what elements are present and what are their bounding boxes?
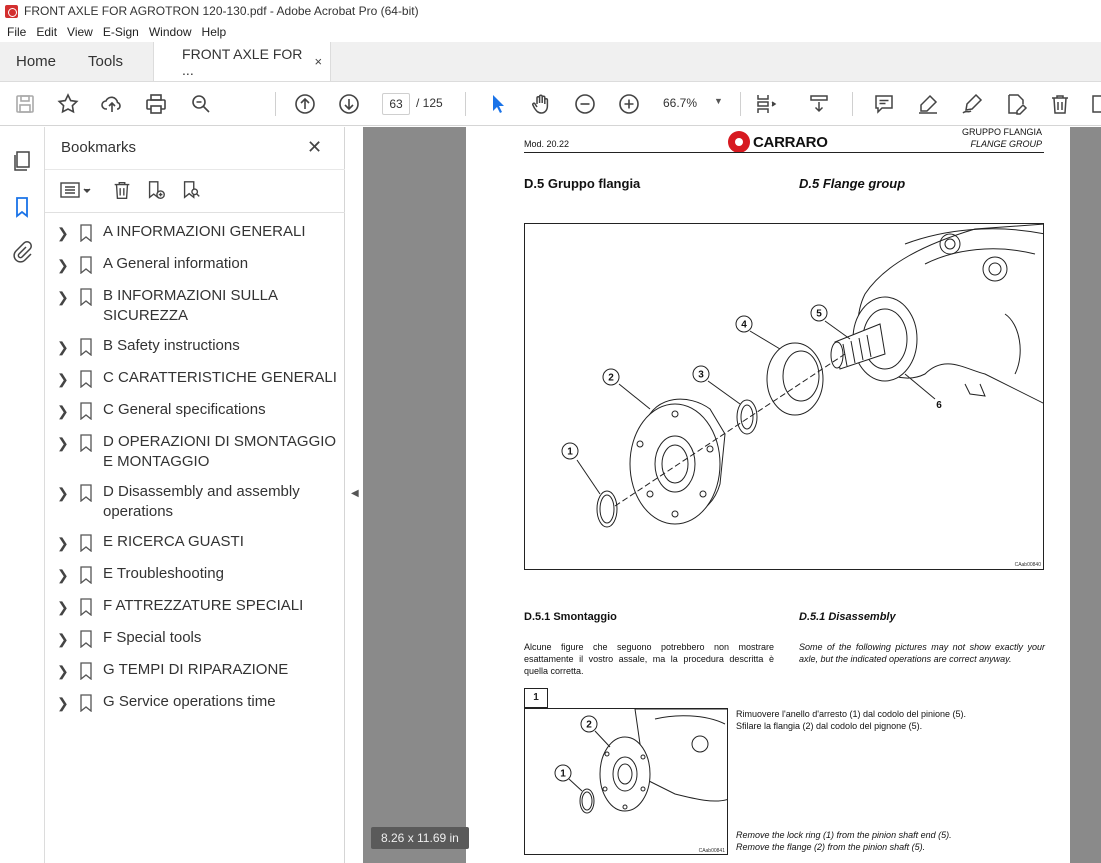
bookmarks-toolbar [45, 169, 345, 213]
bookmark-item[interactable] [45, 222, 345, 244]
tab-document[interactable] [153, 42, 331, 81]
bookmark-label: G TEMPI DI RIPARAZIONE [103, 661, 289, 678]
menu-window[interactable]: Window [148, 25, 192, 39]
bookmark-item[interactable] [45, 596, 345, 618]
toolbar-separator [852, 92, 853, 116]
zoom-level[interactable]: 66.7% [663, 96, 698, 110]
chevron-right-icon[interactable]: ❯ [57, 485, 69, 501]
bookmark-flag-icon [79, 484, 93, 502]
callout-6: 6 [936, 400, 942, 411]
bookmark-list [45, 222, 345, 724]
new-bookmark-icon[interactable] [145, 179, 169, 203]
callout-4: 4 [741, 319, 747, 331]
comment-icon[interactable] [871, 91, 897, 117]
chevron-right-icon[interactable]: ❯ [57, 435, 69, 451]
menu-file[interactable]: File [7, 25, 27, 39]
bookmark-item[interactable] [45, 532, 345, 554]
delete-icon[interactable] [1047, 91, 1073, 117]
bookmark-label: E RICERCA GUASTI [103, 533, 244, 550]
close-panel-icon[interactable]: ✕ [307, 137, 323, 157]
bookmark-label: E Troubleshooting [103, 565, 224, 582]
step-text-en-line-2: Remove the flange (2) from the pinion shaft (5). [736, 842, 926, 852]
toolbar-separator [740, 92, 741, 116]
bookmark-options-icon[interactable] [59, 179, 99, 203]
callout-3: 3 [698, 369, 704, 381]
bookmark-item[interactable] [45, 368, 345, 390]
zoom-dropdown-icon[interactable]: ▼ [714, 96, 723, 106]
menu-bar [0, 22, 1101, 42]
tab-tools[interactable]: Tools [88, 53, 124, 70]
bookmark-item[interactable] [45, 286, 345, 326]
save-icon[interactable] [12, 91, 38, 117]
delete-bookmark-icon[interactable] [111, 179, 135, 203]
bookmark-label: C General specifications [103, 401, 266, 418]
callout-5: 5 [816, 308, 822, 320]
bookmark-item[interactable] [45, 336, 345, 358]
window-title: FRONT AXLE FOR AGROTRON 120-130.pdf - Adobe Acrobat Pro (64-bit) [24, 4, 419, 18]
paragraph-it: Alcune figure che seguono potrebbero non mostrare esattamente il vostro assale, ma la procedura descritta è quella corretta. [524, 642, 774, 676]
menu-esign[interactable]: E-Sign [102, 25, 139, 39]
document-canvas[interactable] [363, 127, 1101, 863]
find-zoom-icon[interactable] [188, 91, 214, 117]
bookmark-flag-icon [79, 370, 93, 388]
chevron-right-icon[interactable]: ❯ [57, 403, 69, 419]
bookmark-item[interactable] [45, 254, 345, 276]
chevron-right-icon[interactable]: ❯ [57, 225, 69, 241]
bookmark-label: B Safety instructions [103, 337, 240, 354]
zoom-out-icon[interactable] [572, 91, 598, 117]
menu-edit[interactable]: Edit [36, 25, 58, 39]
hand-tool-icon[interactable] [528, 91, 554, 117]
bookmark-label: A General information [103, 255, 249, 272]
carraro-gear-icon [728, 131, 750, 153]
section-title-it: D.5 Gruppo flangia [524, 176, 641, 191]
bookmark-flag-icon [79, 534, 93, 552]
page-thumbnails-icon[interactable] [10, 149, 34, 173]
chevron-right-icon[interactable]: ❯ [57, 631, 69, 647]
bookmark-label: C CARATTERISTICHE GENERALI [103, 369, 337, 386]
chevron-right-icon[interactable]: ❯ [57, 567, 69, 583]
bookmark-flag-icon [79, 434, 93, 452]
step-text-en [736, 829, 1036, 853]
toolbar-separator [465, 92, 466, 116]
bookmark-flag-icon [79, 288, 93, 306]
tab-bar [0, 42, 1101, 82]
scroll-mode-icon[interactable] [806, 91, 832, 117]
toolbar [0, 82, 1101, 126]
highlight-pen-icon[interactable] [915, 91, 941, 117]
chevron-right-icon[interactable]: ❯ [57, 289, 69, 305]
step1-callout-2: 2 [586, 719, 592, 731]
bookmark-item[interactable] [45, 564, 345, 586]
chevron-right-icon[interactable]: ❯ [57, 371, 69, 387]
menu-view[interactable]: View [67, 25, 93, 39]
subsection-title-en: D.5.1 Disassembly [799, 611, 896, 623]
carraro-logo [728, 131, 828, 153]
print-icon[interactable] [143, 91, 169, 117]
figure-code: CAab00840 [1014, 562, 1041, 568]
pdf-page [466, 127, 1070, 863]
bookmark-flag-icon [79, 224, 93, 242]
bookmarks-title: Bookmarks [61, 139, 137, 156]
header-rule [524, 152, 1044, 153]
edit-pdf-icon[interactable] [1003, 91, 1029, 117]
tab-document-label: FRONT AXLE FOR ... [182, 45, 303, 78]
select-cursor-icon[interactable] [484, 91, 510, 117]
bookmark-flag-icon [79, 338, 93, 356]
bookmark-star-icon[interactable] [55, 91, 81, 117]
bookmark-label: B INFORMAZIONI SULLA SICUREZZA [103, 287, 278, 324]
collapse-panel-icon[interactable]: ◀ [351, 488, 359, 499]
menu-help[interactable]: Help [201, 25, 227, 39]
upload-icon[interactable] [99, 91, 125, 117]
bookmark-label: D Disassembly and assembly operations [103, 483, 300, 520]
bookmark-label: G Service operations time [103, 693, 276, 710]
step-text-it [736, 708, 1036, 732]
step1-figure [524, 708, 728, 855]
toolbar-separator [275, 92, 276, 116]
figure-code: CAab00841 [698, 848, 725, 854]
chevron-right-icon[interactable]: ❯ [57, 257, 69, 273]
bookmark-flag-icon [79, 598, 93, 616]
step1-callout-1: 1 [560, 768, 566, 780]
header-en: FLANGE GROUP [970, 139, 1042, 149]
page-size-badge: 8.26 x 11.69 in [371, 827, 469, 849]
header-it: GRUPPO FLANGIA [961, 127, 1042, 137]
zoom-in-icon[interactable] [616, 91, 642, 117]
chevron-right-icon[interactable]: ❯ [57, 663, 69, 679]
bookmark-item[interactable] [45, 660, 345, 682]
step-number: 1 [524, 688, 548, 708]
chevron-right-icon[interactable]: ❯ [57, 599, 69, 615]
bookmark-label: D OPERAZIONI DI SMONTAGGIO E MONTAGGIO [103, 433, 337, 470]
bookmarks-icon[interactable] [10, 195, 34, 219]
page-fit-icon[interactable] [752, 91, 778, 117]
subsection-title-it: D.5.1 Smontaggio [524, 611, 617, 623]
bookmark-flag-icon [79, 630, 93, 648]
callout-2: 2 [608, 372, 614, 384]
bookmark-label: F Special tools [103, 629, 202, 646]
next-page-icon[interactable] [336, 91, 362, 117]
bookmark-flag-icon [79, 566, 93, 584]
bookmarks-panel [45, 127, 345, 863]
bookmark-flag-icon [79, 256, 93, 274]
title-bar [0, 0, 1101, 22]
acrobat-icon [5, 5, 18, 18]
bookmark-item[interactable] [45, 400, 345, 422]
model-number: Mod. 20.22 [524, 139, 570, 149]
chevron-right-icon[interactable]: ❯ [57, 695, 69, 711]
flange-exploded-figure [524, 223, 1044, 570]
bookmark-label: A INFORMAZIONI GENERALI [103, 223, 306, 240]
paragraph-en: Some of the following pictures may not show exactly your axle, but the indicated operations are correct anyway. [799, 642, 1045, 664]
close-tab-icon[interactable]: × [314, 54, 323, 69]
tab-home[interactable]: Home [16, 53, 57, 70]
bookmark-item[interactable] [45, 482, 345, 522]
bookmark-item[interactable] [45, 628, 345, 650]
find-bookmark-icon[interactable] [180, 179, 204, 203]
bookmark-flag-icon [79, 402, 93, 420]
chevron-right-icon[interactable]: ❯ [57, 535, 69, 551]
chevron-right-icon[interactable]: ❯ [57, 339, 69, 355]
attachments-icon[interactable] [10, 240, 34, 264]
bookmark-flag-icon [79, 694, 93, 712]
bookmark-item[interactable] [45, 692, 345, 714]
bookmark-item[interactable] [45, 432, 345, 472]
step-text-it-line-1: Rimuovere l'anello d'arresto (1) dal codolo del pinione (5). [736, 709, 967, 719]
page-total: / 125 [416, 96, 443, 110]
step-text-en-line-1: Remove the lock ring (1) from the pinion shaft end (5). [736, 830, 952, 840]
section-title-en: D.5 Flange group [799, 176, 906, 191]
sign-icon[interactable] [959, 91, 985, 117]
bookmark-flag-icon [79, 662, 93, 680]
logo-text: CARRARO [753, 133, 828, 151]
bookmark-label: F ATTREZZATURE SPECIALI [103, 597, 304, 614]
step-text-it-line-2: Sfilare la flangia (2) dal codolo del pignone (5). [736, 721, 923, 731]
previous-page-icon[interactable] [292, 91, 318, 117]
more-tools-icon[interactable] [1087, 91, 1101, 117]
page-number-input[interactable]: 63 [382, 93, 410, 115]
callout-1: 1 [567, 446, 573, 458]
left-rail [0, 127, 45, 863]
